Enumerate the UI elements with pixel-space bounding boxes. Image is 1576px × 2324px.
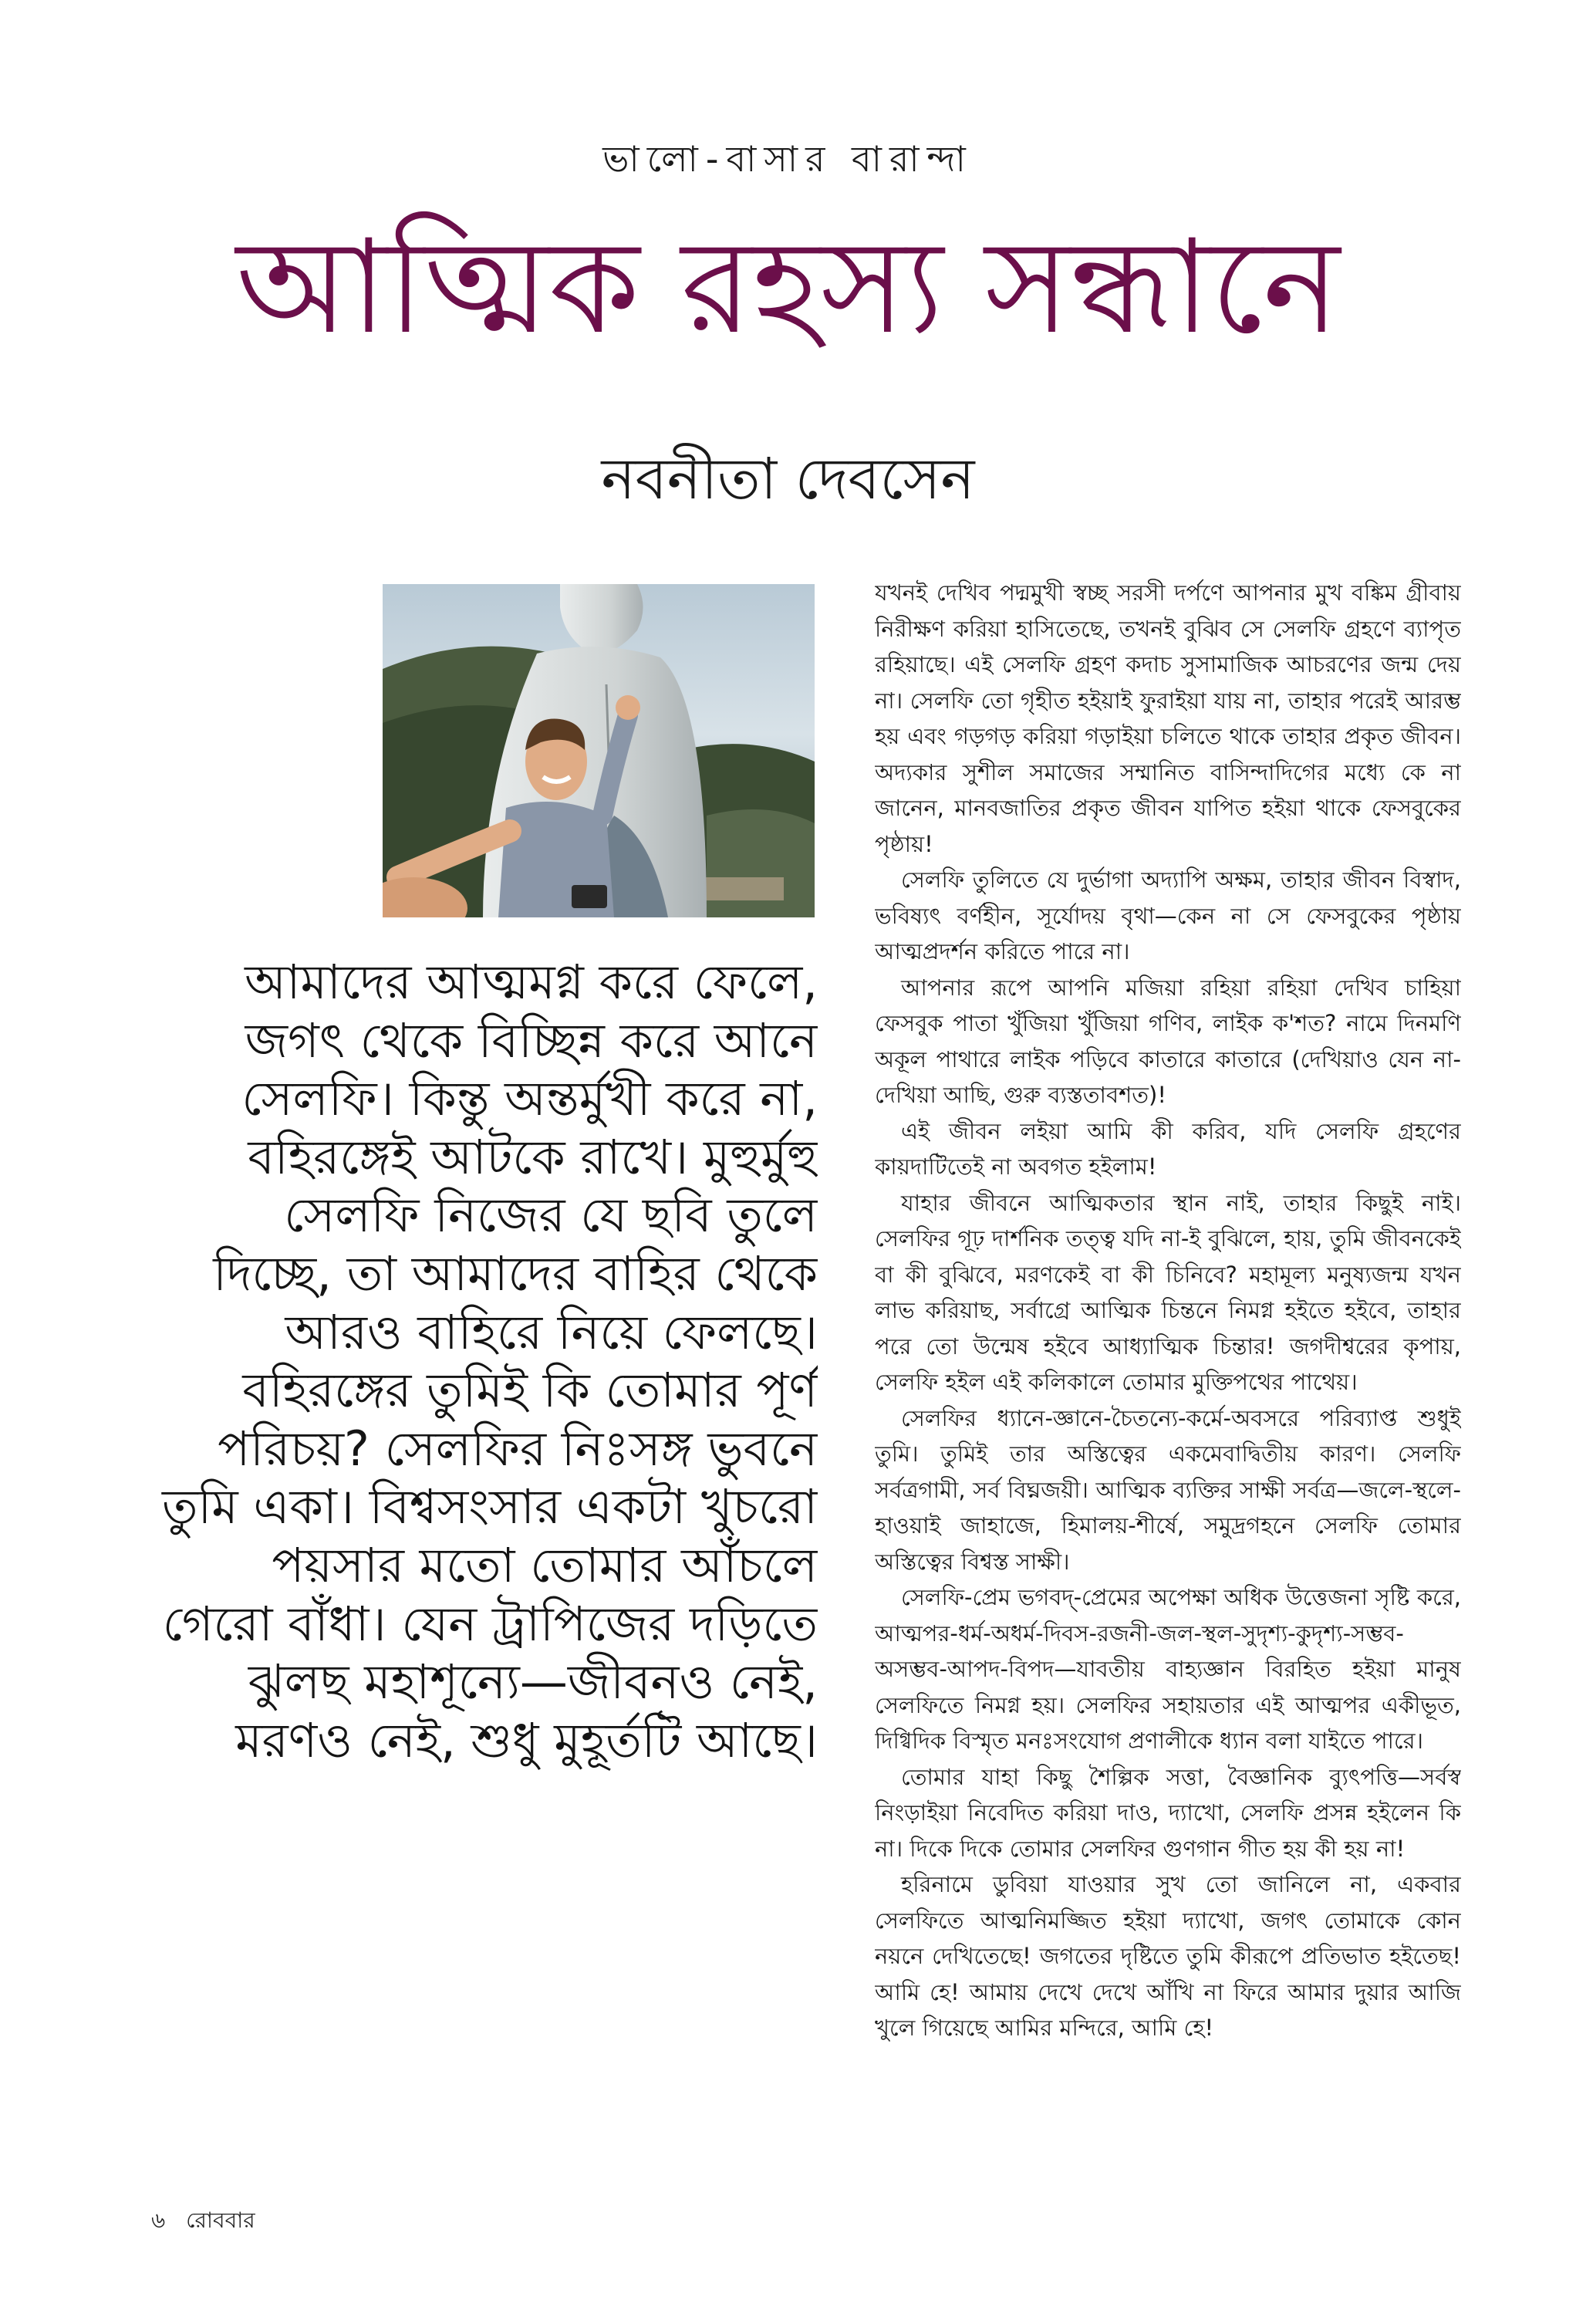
pull-quote: আমাদের আত্মমগ্ন করে ফেলে, জগৎ থেকে বিচ্ছিন্ন করে আনে সেলফি। কিন্তু অন্তর্মুখী করে না, বহিরঙ্গেই আটকে রাখে। মুহুর্মুহু সেলফি নিজের যে ছবি তুলে দিচ্ছে, তা আমাদের বাহির থেকে আরও বাহিরে নিয়ে ফেলছে। বহিরঙ্গের তুমিই কি তোমার পূর্ণ পরিচয়? সেলফির নিঃসঙ্গ ভুবনে তুমি একা। বিশ্বসংসার একটা খুচরো পয়সার মতো তোমার আঁচলে গেরো বাঁধা। যেন ট্রাপিজের দড়িতে ঝুলছ মহাশূন্যে—জীবনও নেই, মরণও নেই, শুধু মুহূর্তটি আছে। <box>161 954 818 1768</box>
article-paragraph: সেলফি তুলিতে যে দুর্ভাগা অদ্যাপি অক্ষম, তাহার জীবন বিস্বাদ, ভবিষ্যৎ বর্ণহীন, সূর্যোদয় বৃথা—কেন না সে ফেসবুকের পৃষ্ঠায় আত্মপ্রদর্শন করিতে পারে না। <box>875 866 1461 964</box>
article-paragraph: এই জীবন লইয়া আমি কী করিব, যদি সেলফি গ্রহণের কায়দাটিতেই না অবগত হইলাম! <box>875 1117 1461 1180</box>
selfie-photo <box>383 584 815 917</box>
author-name: নবনীতা দেবসেন <box>601 446 975 512</box>
article-title: আত্মিক রহস্য সন্ধানে <box>235 211 1341 363</box>
article-paragraph: আপনার রূপে আপনি মজিয়া রহিয়া রহিয়া দেখিব চাহিয়া ফেসবুক পাতা খুঁজিয়া খুঁজিয়া গণিব, লাইক ক'শত? নামে দিনমণি অকূল পাথারে লাইক পড়িবে কাতারে কাতারে (দেখিয়াও যেন না-দেখিয়া আছি, গুরু ব্যস্ততাবশত)! <box>875 974 1461 1108</box>
section-label: ভালো-বাসার বারান্দা <box>602 138 974 180</box>
article-paragraph: সেলফি-প্রেম ভগবদ্-প্রেমের অপেক্ষা অধিক উত্তেজনা সৃষ্টি করে, আত্মপর-ধর্ম-অধর্ম-দিবস-রজনী-জল-স্থল-সুদৃশ্য-কুদৃশ্য-সম্ভব-অসম্ভব-আপদ-বিপদ—যাবতীয় বাহ্যজ্ঞান বিরহিত হইয়া মানুষ সেলফিতে নিমগ্ন হয়। সেলফির সহায়তার এই আত্মপর একীভূত, দিগ্বিদিক বিস্মৃত মনঃসংযোগ প্রণালীকে ধ্যান বলা যাইতে পারে। <box>875 1584 1461 1754</box>
article-body <box>875 575 1461 2211</box>
article-paragraph: সেলফির ধ্যানে-জ্ঞানে-চৈতন্যে-কর্মে-অবসরে পরিব্যাপ্ত শুধুই তুমি। তুমিই তার অস্তিত্বের একমেবাদ্বিতীয় কারণ। সেলফি সর্বত্রগামী, সর্ব বিঘ্নজয়ী। আত্মিক ব্যক্তির সাক্ষী সর্বত্র—জলে-স্থলে-হাওয়াই জাহাজে, হিমালয়-শীর্ষে, সমুদ্রগহনে সেলফি তোমার অস্তিত্বের বিশ্বস্ত সাক্ষী। <box>875 1404 1461 1575</box>
article-paragraph: তোমার যাহা কিছু শৈল্পিক সত্তা, বৈজ্ঞানিক ব্যুৎপত্তি—সর্বস্ব নিংড়াইয়া নিবেদিত করিয়া দাও, দ্যাখো, সেলফি প্রসন্ন হইলেন কি না। দিকে দিকে তোমার সেলফির গুণগান গীত হয় কী হয় না! <box>875 1763 1461 1862</box>
page-number: ৬ <box>151 2207 166 2233</box>
article-paragraph: হরিনামে ডুবিয়া যাওয়ার সুখ তো জানিলে না, একবার সেলফিতে আত্মনিমজ্জিত হইয়া দ্যাখো, জগৎ তোমাকে কোন নয়নে দেখিতেছে! জগতের দৃষ্টিতে তুমি কীরূপে প্রতিভাত হইতেছ! আমি হে! আমায় দেখে দেখে আঁখি না ফিরে আমার দুয়ার আজি খুলে গিয়েছে আমির মন্দিরে, আমি হে! <box>875 1871 1461 2041</box>
publication-name: রোববার <box>186 2207 255 2233</box>
page-footer <box>151 2204 269 2240</box>
article-paragraph: যাহার জীবনে আত্মিকতার স্থান নাই, তাহার কিছুই নাই। সেলফির গূঢ় দার্শনিক তত্ত্ব যদি না-ই বুঝিলে, হায়, তুমি জীবনকেই বা কী বুঝিবে, মরণকেই বা কী চিনিবে? মহামূল্য মনুষ্যজন্ম যখন লাভ করিয়াছ, সর্বাগ্রে আত্মিক চিন্তনে নিমগ্ন হইতে হইবে, তাহার পরে তো উন্মেষ হইবে আধ্যাত্মিক চিন্তার! জগদীশ্বরের কৃপায়, সেলফি হইল এই কলিকালে তোমার মুক্তিপথের পাথেয়। <box>875 1189 1461 1395</box>
article-paragraph: যখনই দেখিব পদ্মমুখী স্বচ্ছ সরসী দর্পণে আপনার মুখ বঙ্কিম গ্রীবায় নিরীক্ষণ করিয়া হাসিতেছে, তখনই বুঝিব সে সেলফি গ্রহণে ব্যাপৃত রহিয়াছে। এই সেলফি গ্রহণ কদাচ সুসামাজিক আচরণের জন্ম দেয় না। সেলফি তো গৃহীত হইয়াই ফুরাইয়া যায় না, তাহার পরেই আরম্ভ হয় এবং গড়গড় করিয়া গড়াইয়া চলিতে থাকে তাহার প্রকৃত জীবন। অদ্যকার সুশীল সমাজের সম্মানিত বাসিন্দাদিগের মধ্যে কে না জানেন, মানবজাতির প্রকৃত জীবন যাপিত হইয়া থাকে ফেসবুকের পৃষ্ঠায়! <box>875 579 1461 857</box>
